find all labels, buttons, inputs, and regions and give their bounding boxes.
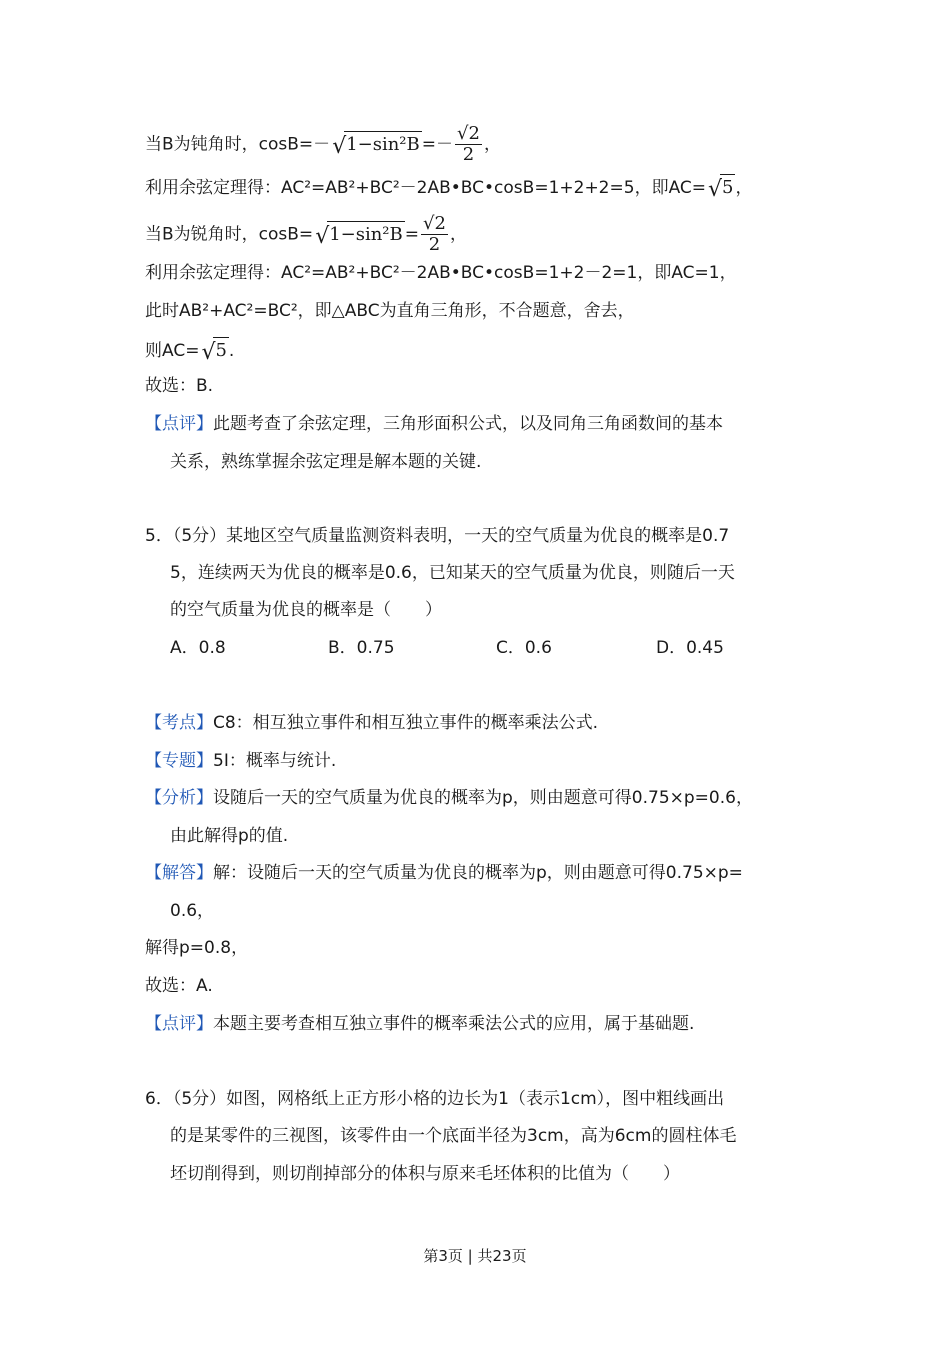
solution-line-acute: 当B为锐角时，cosB= √ 1−sin²B = $\frac{√2}{2}$ ， [145,213,467,255]
solution-line-obtuse: 当B为钝角时，cosB=－ √ 1−sin²B =－ $\frac{√2}{2}$ ， [145,123,501,165]
comment-line: 【点评】此题考查了余弦定理，三角形面积公式，以及同角三角函数间的基本 [145,414,723,434]
question-6-line-2: 的是某零件的三视图，该零件由一个底面半径为3cm，高为6cm的圆柱体毛 [170,1126,737,1146]
kaodian-line: 【考点】C8：相互独立事件和相互独立事件的概率乘法公式. [145,713,599,733]
question-5-line-1: 5．（5分）某地区空气质量监测资料表明，一天的空气质量为优良的概率是0.7 [145,526,730,546]
dianping-tag: 【点评】 [145,1014,213,1034]
zhuanti-line: 【专题】5I：概率与统计. [145,751,337,771]
question-5-line-2: 5，连续两天为优良的概率是0.6，已知某天的空气质量为优良，则随后一天 [170,563,735,583]
sqrt-expression: √ 5 [201,337,228,363]
jieda-result: 解得p=0.8， [145,938,249,958]
fenxi-tag: 【分析】 [145,788,213,808]
solution-line-result: 则AC= √ 5 . [145,337,234,363]
comment-line-cont: 关系，熟练掌握余弦定理是解本题的关键. [170,452,482,472]
dianping-line: 【点评】本题主要考查相互独立事件的概率乘法公式的应用，属于基础题. [145,1014,695,1034]
option-b: B．0.75 [328,638,395,658]
question-6-line-1: 6．（5分）如图，网格纸上正方形小格的边长为1（表示1cm），图中粗线画出 [145,1089,725,1109]
jieda-answer: 故选：A. [145,976,213,996]
sqrt-expression: √ 1−sin²B [315,221,405,247]
fenxi-line: 【分析】设随后一天的空气质量为优良的概率为p，则由题意可得0.75×p=0.6， [145,788,753,808]
jieda-line: 【解答】解：设随后一天的空气质量为优良的概率为p，则由题意可得0.75×p= [145,863,743,883]
page-footer: 第3页 | 共23页 [423,1247,527,1265]
fraction: $\frac{√2}{2}$ [457,123,480,165]
jieda-tag: 【解答】 [145,863,213,883]
fraction: $\frac{√2}{2}$ [423,213,446,255]
option-d: D．0.45 [656,638,724,658]
option-c: C．0.6 [496,638,552,658]
question-6-line-3: 坯切削得到，则切削掉部分的体积与原来毛坯体积的比值为（ ） [170,1164,680,1184]
solution-line-cosine-law-2: 利用余弦定理得：AC²=AB²+BC²－2AB•BC•cosB=1+2－2=1，即AC=1， [145,263,737,283]
question-5-line-3: 的空气质量为优良的概率是（ ） [170,600,442,620]
comment-tag: 【点评】 [145,414,213,434]
kaodian-tag: 【考点】 [145,713,213,733]
sqrt-expression: √ 5 [708,174,735,200]
solution-line-right-triangle: 此时AB²+AC²=BC²，即△ABC为直角三角形，不合题意，舍去， [145,301,635,321]
jieda-line-cont: 0.6， [170,901,215,921]
fenxi-line-cont: 由此解得p的值. [170,826,289,846]
zhuanti-tag: 【专题】 [145,751,213,771]
option-a: A．0.8 [170,638,226,658]
sqrt-expression: √ 1−sin²B [332,131,422,157]
text: 当B为钝角时，cosB=－ [145,134,331,155]
answer-line: 故选：B. [145,376,214,396]
solution-line-cosine-law-1: 利用余弦定理得：AC²=AB²+BC²－2AB•BC•cosB=1+2+2=5，即AC= √ 5 ， [145,174,752,200]
